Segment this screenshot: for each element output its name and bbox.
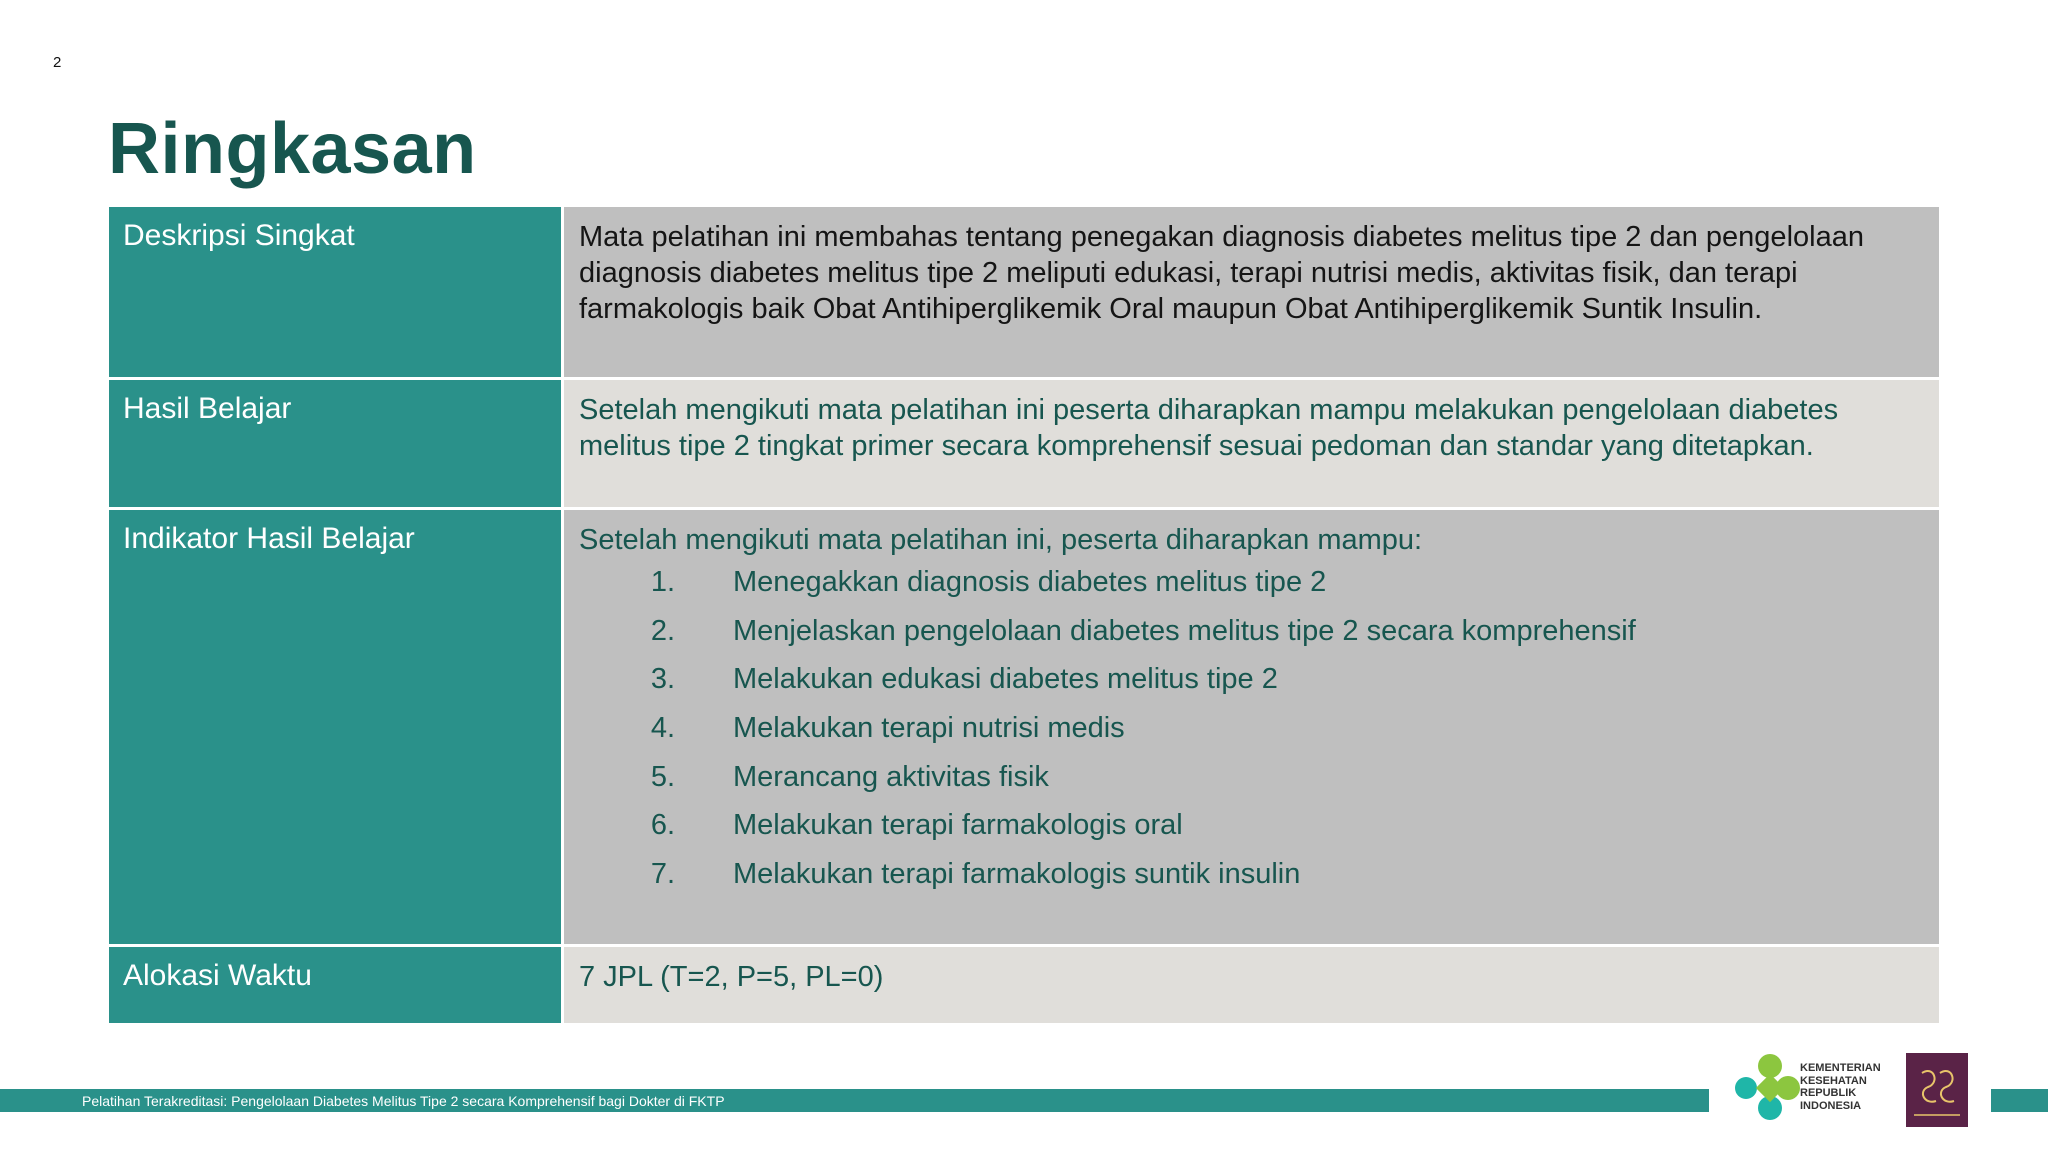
item-text: Melakukan terapi nutrisi medis: [733, 712, 1125, 745]
footer-text: Pelatihan Terakreditasi: Pengelolaan Diabetes Melitus Tipe 2 secara Komprehensif bagi Dokter di FKTP: [82, 1093, 725, 1109]
row-content: Setelah mengikuti mata pelatihan ini peserta diharapkan mampu melakukan pengelolaan diabetes melitus tipe 2 tingkat primer secara komprehensif sesuai pedoman dan standar yang ditetapkan.: [564, 380, 1939, 507]
table-row: [109, 207, 1939, 380]
page-number: 2: [53, 54, 62, 71]
table-row: [109, 947, 1939, 1023]
row-label: Hasil Belajar: [109, 380, 564, 507]
kemenkes-logo-text: [1800, 1062, 1881, 1112]
list-item: [579, 607, 1924, 656]
list-item: [579, 558, 1924, 607]
logo-text-line: INDONESIA: [1800, 1099, 1862, 1112]
item-text: Menjelaskan pengelolaan diabetes melitus tipe 2 secara komprehensif: [733, 614, 1636, 647]
list-item: [579, 752, 1924, 801]
page-title: Ringkasan: [108, 109, 477, 189]
row-label: Indikator Hasil Belajar: [109, 510, 564, 944]
summary-table: [109, 207, 1939, 1023]
item-number: 7.: [650, 857, 675, 890]
row-content: 7 JPL (T=2, P=5, PL=0): [564, 947, 1939, 1023]
list-item: [579, 655, 1924, 704]
item-number: 4.: [650, 712, 675, 745]
logo-text-line: KEMENTERIAN: [1800, 1062, 1881, 1074]
item-number: 5.: [650, 760, 675, 793]
item-text: Melakukan terapi farmakologis oral: [733, 809, 1183, 842]
logo-text-line: REPUBLIK: [1800, 1087, 1857, 1099]
item-number: 3.: [650, 663, 675, 696]
item-text: Merancang aktivitas fisik: [733, 760, 1049, 793]
row-content: Mata pelatihan ini membahas tentang penegakan diagnosis diabetes melitus tipe 2 dan pengelolaan diagnosis diabetes melitus tipe 2 meliputi edukasi, terapi nutrisi medis, aktivitas fisik, dan terapi farmakologis baik Obat Antihiperglikemik Oral maupun Obat Antihiperglikemik Suntik Insulin.: [564, 207, 1939, 377]
indicator-list: [579, 558, 1924, 898]
accreditation-logo-icon: [1906, 1053, 1968, 1127]
item-number: 6.: [650, 809, 675, 842]
footer-bar-end: [1991, 1089, 2048, 1112]
table-row: [109, 380, 1939, 510]
item-number: 1.: [650, 566, 675, 599]
logo-text-line: KESEHATAN: [1800, 1074, 1867, 1087]
table-row: [109, 510, 1939, 947]
row-label: Deskripsi Singkat: [109, 207, 564, 377]
item-text: Menegakkan diagnosis diabetes melitus tipe 2: [733, 566, 1327, 599]
item-text: Melakukan terapi farmakologis suntik insulin: [733, 857, 1301, 890]
item-number: 2.: [650, 614, 675, 647]
item-text: Melakukan edukasi diabetes melitus tipe 2: [733, 663, 1278, 696]
list-item: [579, 801, 1924, 850]
row-content: [564, 510, 1939, 944]
list-item: [579, 850, 1924, 899]
list-item: [579, 704, 1924, 753]
row-label: Alokasi Waktu: [109, 947, 564, 1023]
indicator-intro: Setelah mengikuti mata pelatihan ini, peserta diharapkan mampu:: [579, 524, 1423, 556]
